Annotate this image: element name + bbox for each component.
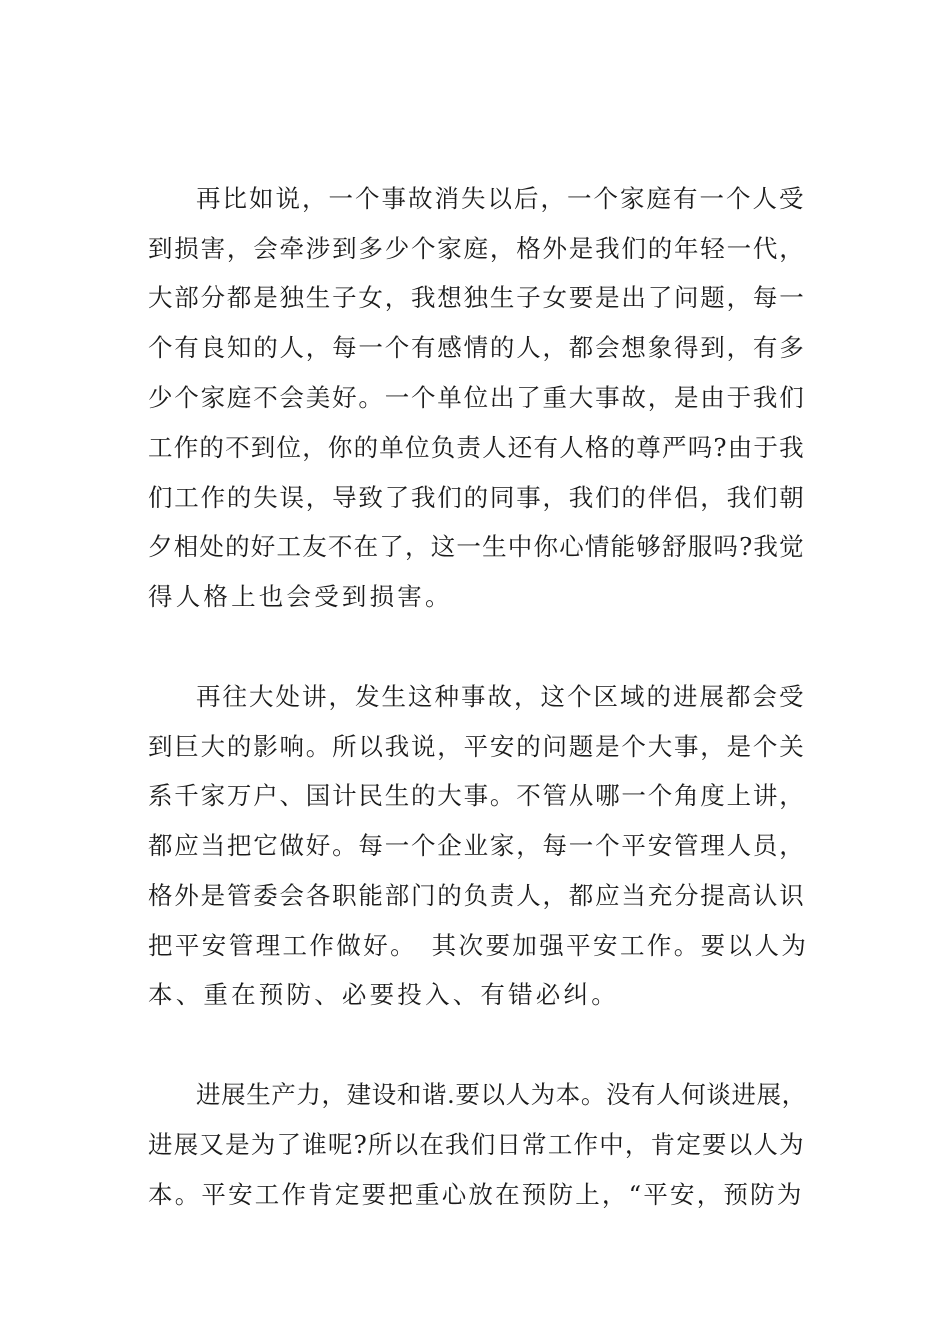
text-line: 本。平安工作肯定要把重心放在预防上，“平安，预防为: [148, 1180, 804, 1209]
text-line: 到巨大的影响。所以我说，平安的问题是个大事，是个关: [148, 732, 806, 761]
text-line: 进展生产力，建设和谐.要以人为本。没有人何谈进展，: [196, 1080, 807, 1109]
text-line: 得人格上也会受到损害。: [148, 582, 453, 611]
text-line: 进展又是为了谁呢?所以在我们日常工作中，肯定要以人为: [148, 1130, 805, 1159]
text-line: 工作的不到位，你的单位负责人还有人格的尊严吗?由于我: [148, 433, 805, 462]
text-line: 到损害，会牵涉到多少个家庭，格外是我们的年轻一代，: [148, 234, 806, 263]
text-line: 再比如说，一个事故消失以后，一个家庭有一个人受: [196, 184, 806, 213]
text-line: 再往大处讲，发生这种事故，这个区域的进展都会受: [196, 682, 806, 711]
text-line: 本、重在预防、必要投入、有错必纠。: [148, 980, 619, 1009]
text-line: 们工作的失误，导致了我们的同事，我们的伴侣，我们朝: [148, 483, 806, 512]
text-line: 大部分都是独生子女，我想独生子女要是出了问题，每一: [148, 283, 806, 312]
text-line: 格外是管委会各职能部门的负责人，都应当充分提高认识: [148, 881, 806, 910]
text-line: 都应当把它做好。每一个企业家，每一个平安管理人员，: [148, 831, 806, 860]
text-line: 夕相处的好工友不在了，这一生中你心情能够舒服吗?我觉: [148, 532, 805, 561]
text-line: 系千家万户、国计民生的大事。不管从哪一个角度上讲，: [148, 781, 806, 810]
text-line: 个有良知的人，每一个有感情的人，都会想象得到，有多: [148, 333, 806, 362]
text-line: 少个家庭不会美好。一个单位出了重大事故，是由于我们: [148, 383, 806, 412]
text-line: 把平安管理工作做好。 其次要加强平安工作。要以人为: [148, 931, 809, 960]
